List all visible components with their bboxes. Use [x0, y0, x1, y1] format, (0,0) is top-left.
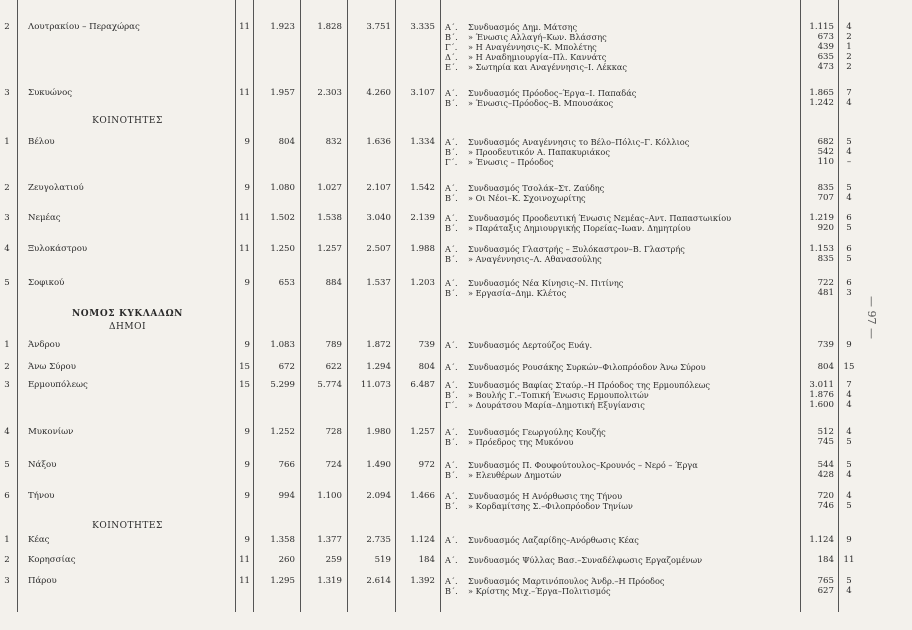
- candidate-seats: 7: [846, 380, 852, 390]
- candidate-seats: 5: [846, 137, 852, 147]
- row-index: 6: [4, 491, 10, 501]
- candidate-seats: 5: [846, 460, 852, 470]
- vote-value-2: 724: [325, 460, 342, 470]
- candidate-name: » Η Αναδημιουργία–Πλ. Καννάτς: [468, 52, 607, 62]
- row-index: 5: [4, 278, 10, 288]
- candidate-seats: 15: [843, 362, 855, 372]
- candidate-votes: 544: [817, 460, 834, 470]
- seats-count: 11: [239, 576, 250, 586]
- candidate-seats: 2: [846, 62, 852, 72]
- column-rule: [440, 0, 441, 612]
- candidate-votes: 635: [817, 52, 834, 62]
- candidate-name: » Ένωσις–Πρόοδος–Β. Μπουσάκος: [468, 98, 614, 108]
- row-index: 3: [4, 88, 10, 98]
- candidate-votes: 1.115: [809, 22, 834, 32]
- candidate-prefix: Α΄.: [445, 22, 458, 32]
- municipality-name: Ζευγολατιού: [28, 183, 84, 193]
- candidate-name: » Ένωσις – Πρόοδος: [468, 157, 554, 167]
- candidate-votes: 1.600: [809, 400, 834, 410]
- vote-value-3: 4.260: [366, 88, 391, 98]
- vote-value-1: 1.358: [270, 535, 295, 545]
- vote-value-4: 3.335: [410, 22, 435, 32]
- vote-value-4: 972: [418, 460, 435, 470]
- candidate-seats: 5: [846, 183, 852, 193]
- candidate-prefix: Γ΄.: [445, 157, 458, 167]
- vote-value-3: 2.614: [366, 576, 391, 586]
- vote-value-2: 1.257: [317, 244, 342, 254]
- column-rule: [17, 0, 18, 612]
- candidate-votes: 542: [817, 147, 834, 157]
- row-index: 2: [4, 362, 10, 372]
- vote-value-1: 260: [278, 555, 295, 565]
- candidate-seats: 4: [846, 98, 852, 108]
- seats-count: 11: [239, 244, 250, 254]
- municipality-name: Ξυλοκάστρου: [28, 244, 88, 254]
- section-heading: ΚΟΙΝΟΤΗΤΕΣ: [92, 521, 163, 531]
- candidate-seats: 6: [846, 244, 852, 254]
- candidate-votes: 473: [817, 62, 834, 72]
- candidate-name: Συνδυασμός Πρόοδος–Έργα–Ι. Παπαδάς: [468, 88, 637, 98]
- candidate-seats: 5: [846, 501, 852, 511]
- vote-value-3: 1.980: [366, 427, 391, 437]
- candidate-name: » Η Αναγέννησις–Κ. Μπολέτης: [468, 42, 597, 52]
- row-index: 3: [4, 213, 10, 223]
- section-heading: ΔΗΜΟΙ: [109, 322, 146, 332]
- candidate-prefix: Α΄.: [445, 576, 458, 586]
- municipality-name: Σοφικού: [28, 278, 65, 288]
- candidate-prefix: Γ΄.: [445, 42, 458, 52]
- candidate-prefix: Δ΄.: [445, 52, 458, 62]
- candidate-name: Συνδυασμός Ψύλλας Βασ.–Συναδέλφωσις Εργαζομένων: [468, 555, 703, 565]
- candidate-votes: 835: [817, 254, 834, 264]
- candidate-prefix: Β΄.: [445, 32, 458, 42]
- candidate-prefix: Α΄.: [445, 380, 458, 390]
- row-index: 1: [4, 137, 10, 147]
- vote-value-4: 3.107: [410, 88, 435, 98]
- candidate-votes: 1.124: [809, 535, 834, 545]
- row-index: 2: [4, 22, 10, 32]
- vote-value-2: 259: [325, 555, 342, 565]
- candidate-prefix: Β΄.: [445, 390, 458, 400]
- candidate-prefix: Α΄.: [445, 340, 458, 350]
- seats-count: 9: [244, 183, 250, 193]
- vote-value-3: 1.537: [366, 278, 391, 288]
- candidate-seats: 4: [846, 193, 852, 203]
- section-heading: ΝΟΜΟΣ ΚΥΚΛΑΔΩΝ: [71, 309, 184, 319]
- candidate-prefix: Β΄.: [445, 254, 458, 264]
- seats-count: 11: [239, 555, 250, 565]
- candidate-votes: 1.242: [809, 98, 834, 108]
- vote-value-2: 884: [325, 278, 342, 288]
- column-rule: [253, 0, 254, 612]
- candidate-seats: 9: [846, 340, 852, 350]
- candidate-name: » Παράταξις Δημιουργικής Πορείας–Ιωαν. Δημητρίου: [468, 223, 691, 233]
- vote-value-4: 1.334: [410, 137, 435, 147]
- municipality-name: Πάρου: [28, 576, 57, 586]
- candidate-prefix: Β΄.: [445, 586, 458, 596]
- seats-count: 15: [239, 380, 250, 390]
- vote-value-1: 1.923: [270, 22, 295, 32]
- vote-value-4: 1.466: [410, 491, 435, 501]
- vote-value-1: 1.295: [270, 576, 295, 586]
- candidate-seats: 4: [846, 470, 852, 480]
- candidate-votes: 720: [817, 491, 834, 501]
- candidate-prefix: Α΄.: [445, 244, 458, 254]
- vote-value-4: 1.203: [410, 278, 435, 288]
- column-rule: [800, 0, 801, 612]
- candidate-prefix: Α΄.: [445, 88, 458, 98]
- vote-value-2: 2.303: [317, 88, 342, 98]
- row-index: 3: [4, 576, 10, 586]
- candidate-prefix: Β΄.: [445, 470, 458, 480]
- vote-value-3: 1.636: [366, 137, 391, 147]
- candidate-prefix: Α΄.: [445, 491, 458, 501]
- candidate-votes: 439: [817, 42, 834, 52]
- candidate-votes: 1.219: [809, 213, 834, 223]
- vote-value-4: 1.542: [410, 183, 435, 193]
- vote-value-1: 1.250: [270, 244, 295, 254]
- vote-value-3: 1.490: [366, 460, 391, 470]
- candidate-name: » Κορδαμίτσης Σ.–Φιλοπρόοδον Τηνίων: [468, 501, 633, 511]
- vote-value-3: 3.751: [366, 22, 391, 32]
- candidate-name: Συνδυασμός Τσολάκ–Στ. Ζαύδης: [468, 183, 605, 193]
- candidate-name: » Προοδευτικόν Α. Παπακυριάκος: [468, 147, 610, 157]
- candidate-prefix: Β΄.: [445, 98, 458, 108]
- vote-value-3: 2.735: [366, 535, 391, 545]
- row-index: 4: [4, 244, 10, 254]
- vote-value-1: 804: [278, 137, 295, 147]
- candidate-prefix: Β΄.: [445, 437, 458, 447]
- candidate-votes: 682: [817, 137, 834, 147]
- candidate-prefix: Α΄.: [445, 362, 458, 372]
- candidate-name: Συνδυασμός Λαζαρίδης–Ανόρθωσις Κέας: [468, 535, 639, 545]
- candidate-votes: 835: [817, 183, 834, 193]
- candidate-votes: 765: [817, 576, 834, 586]
- candidate-prefix: Α΄.: [445, 213, 458, 223]
- candidate-prefix: Α΄.: [445, 460, 458, 470]
- seats-count: 15: [239, 362, 250, 372]
- candidate-votes: 739: [817, 340, 834, 350]
- vote-value-2: 1.100: [317, 491, 342, 501]
- candidate-votes: 746: [817, 501, 834, 511]
- row-index: 2: [4, 183, 10, 193]
- candidate-seats: 6: [846, 213, 852, 223]
- candidate-name: » Δουράτσου Μαρία–Δημοτική Εξυγίανσις: [468, 400, 645, 410]
- municipality-name: Νεμέας: [28, 213, 61, 223]
- candidate-name: » Σωτηρία και Αναγέννησις–Ι. Λέκκας: [468, 62, 627, 72]
- column-rule: [347, 0, 348, 612]
- candidate-name: Συνδυασμός Βαφίας Σταύρ.–Η Πρόοδος της Ερμουπόλεως: [468, 380, 710, 390]
- seats-count: 9: [244, 535, 250, 545]
- page-number: — 97 —: [865, 296, 878, 339]
- candidate-votes: 627: [817, 586, 834, 596]
- municipality-name: Κορησσίας: [28, 555, 76, 565]
- candidate-votes: 722: [817, 278, 834, 288]
- row-index: 3: [4, 380, 10, 390]
- seats-count: 9: [244, 137, 250, 147]
- municipality-name: Βέλου: [28, 137, 55, 147]
- municipality-name: Κέας: [28, 535, 50, 545]
- candidate-votes: 1.865: [809, 88, 834, 98]
- candidate-seats: 4: [846, 147, 852, 157]
- vote-value-2: 1.027: [317, 183, 342, 193]
- candidate-seats: 11: [843, 555, 855, 565]
- section-heading: ΚΟΙΝΟΤΗΤΕΣ: [92, 116, 163, 126]
- vote-value-2: 5.774: [317, 380, 342, 390]
- vote-value-2: 789: [325, 340, 342, 350]
- vote-value-1: 653: [278, 278, 295, 288]
- municipality-name: Νάξου: [28, 460, 57, 470]
- vote-value-2: 1.377: [317, 535, 342, 545]
- candidate-votes: 428: [817, 470, 834, 480]
- row-index: 1: [4, 535, 10, 545]
- candidate-prefix: Α΄.: [445, 278, 458, 288]
- municipality-name: Μυκονίων: [28, 427, 74, 437]
- candidate-name: » Ένωσις Αλλαγή–Κων. Βλάσσης: [468, 32, 607, 42]
- candidate-votes: 707: [817, 193, 834, 203]
- candidate-seats: 3: [846, 288, 852, 298]
- seats-count: 11: [239, 213, 250, 223]
- vote-value-4: 804: [418, 362, 435, 372]
- candidate-votes: 184: [817, 555, 834, 565]
- candidate-prefix: Β΄.: [445, 288, 458, 298]
- municipality-name: Τήνου: [28, 491, 55, 501]
- row-index: 2: [4, 555, 10, 565]
- row-index: 4: [4, 427, 10, 437]
- candidate-seats: 4: [846, 22, 852, 32]
- seats-count: 9: [244, 460, 250, 470]
- candidate-prefix: Β΄.: [445, 147, 458, 157]
- vote-value-3: 1.872: [366, 340, 391, 350]
- vote-value-2: 622: [325, 362, 342, 372]
- candidate-seats: 9: [846, 535, 852, 545]
- candidate-name: Συνδυασμός Η Ανόρθωσις της Τήνου: [468, 491, 623, 501]
- candidate-votes: 673: [817, 32, 834, 42]
- candidate-prefix: Α΄.: [445, 137, 458, 147]
- candidate-seats: 5: [846, 437, 852, 447]
- candidate-seats: 5: [846, 576, 852, 586]
- vote-value-2: 1.828: [317, 22, 342, 32]
- municipality-name: Άνδρου: [28, 340, 61, 350]
- vote-value-4: 1.988: [410, 244, 435, 254]
- municipality-name: Άνω Σύρου: [28, 362, 76, 372]
- candidate-prefix: Α΄.: [445, 183, 458, 193]
- candidate-name: » Εργασία–Δημ. Κλέτος: [468, 288, 567, 298]
- vote-value-4: 184: [418, 555, 435, 565]
- candidate-name: » Πρόεδρος της Μυκόνου: [468, 437, 574, 447]
- candidate-prefix: Α΄.: [445, 535, 458, 545]
- vote-value-1: 1.252: [270, 427, 295, 437]
- candidate-name: Συνδυασμός Π. Φουφούτουλος–Κρουνός – Νερό – Έργα: [468, 460, 698, 470]
- candidate-seats: 2: [846, 52, 852, 62]
- vote-value-1: 672: [278, 362, 295, 372]
- candidate-prefix: Α΄.: [445, 427, 458, 437]
- vote-value-4: 1.257: [410, 427, 435, 437]
- candidate-prefix: Β΄.: [445, 193, 458, 203]
- candidate-seats: 4: [846, 427, 852, 437]
- candidate-prefix: Ε΄.: [445, 62, 458, 72]
- candidate-prefix: Β΄.: [445, 223, 458, 233]
- vote-value-2: 1.319: [317, 576, 342, 586]
- candidate-name: Συνδυασμός Δερτούζος Ευάγ.: [468, 340, 593, 350]
- candidate-name: » Αναγέννησις–Λ. Αθανασούλης: [468, 254, 602, 264]
- candidate-name: Συνδυασμός Γλαστρής – Ξυλόκαστρον–Β. Γλαστρής: [468, 244, 685, 254]
- vote-value-1: 1.502: [270, 213, 295, 223]
- vote-value-2: 832: [325, 137, 342, 147]
- vote-value-4: 6.487: [410, 380, 435, 390]
- seats-count: 11: [239, 22, 250, 32]
- candidate-seats: 5: [846, 223, 852, 233]
- municipality-name: Ερμουπόλεως: [28, 380, 88, 390]
- candidate-name: Συνδυασμός Δημ. Μάτσης: [468, 22, 578, 32]
- candidate-prefix: Β΄.: [445, 501, 458, 511]
- candidate-name: Συνδυασμός Αναγέννησις το Βέλο–Πόλις–Γ. Κόλλιος: [468, 137, 690, 147]
- candidate-name: Συνδυασμός Νέα Κίνησις–Ν. Πιτίνης: [468, 278, 624, 288]
- candidate-name: Συνδυασμός Προοδευτική Ένωσις Νεμέας–Αντ. Παπαστωικίου: [468, 213, 732, 223]
- candidate-seats: 7: [846, 88, 852, 98]
- candidate-votes: 1.153: [809, 244, 834, 254]
- candidate-prefix: Γ΄.: [445, 400, 458, 410]
- vote-value-1: 1.957: [270, 88, 295, 98]
- vote-value-3: 3.040: [366, 213, 391, 223]
- candidate-name: Συνδυασμός Γεωργούλης Κουζής: [468, 427, 606, 437]
- candidate-seats: 6: [846, 278, 852, 288]
- candidate-votes: 804: [817, 362, 834, 372]
- vote-value-3: 2.107: [366, 183, 391, 193]
- column-rule: [838, 0, 839, 612]
- candidate-votes: 110: [817, 157, 834, 167]
- vote-value-2: 1.538: [317, 213, 342, 223]
- candidate-votes: 481: [817, 288, 834, 298]
- candidate-seats: 4: [846, 491, 852, 501]
- municipality-name: Λουτρακίου – Περαχώρας: [28, 22, 140, 32]
- vote-value-1: 994: [278, 491, 295, 501]
- candidate-name: » Κρίστης Μιχ.–Έργα–Πολιτισμός: [468, 586, 611, 596]
- municipality-name: Συκυώνος: [28, 88, 73, 98]
- row-index: 1: [4, 340, 10, 350]
- candidate-seats: –: [846, 157, 852, 167]
- vote-value-1: 5.299: [270, 380, 295, 390]
- candidate-votes: 3.011: [809, 380, 834, 390]
- column-rule: [300, 0, 301, 612]
- candidate-name: » Οι Νέοι–Κ. Σχοινοχωρίτης: [468, 193, 586, 203]
- vote-value-4: 1.392: [410, 576, 435, 586]
- row-index: 5: [4, 460, 10, 470]
- vote-value-3: 1.294: [366, 362, 391, 372]
- vote-value-2: 728: [325, 427, 342, 437]
- vote-value-1: 1.080: [270, 183, 295, 193]
- vote-value-4: 739: [418, 340, 435, 350]
- candidate-votes: 512: [817, 427, 834, 437]
- vote-value-3: 519: [374, 555, 391, 565]
- vote-value-1: 1.083: [270, 340, 295, 350]
- seats-count: 9: [244, 491, 250, 501]
- column-rule: [395, 0, 396, 612]
- candidate-name: Συνδυασμός Ρουσάκης Συρκών–Φιλοπρόοδον Άνω Σύρου: [468, 362, 706, 372]
- seats-count: 9: [244, 427, 250, 437]
- vote-value-4: 1.124: [410, 535, 435, 545]
- vote-value-1: 766: [278, 460, 295, 470]
- candidate-seats: 1: [846, 42, 852, 52]
- candidate-name: » Βουλής Γ.–Τοπική Ένωσις Ερμουπολιτών: [468, 390, 649, 400]
- candidate-prefix: Α΄.: [445, 555, 458, 565]
- candidate-votes: 920: [817, 223, 834, 233]
- seats-count: 11: [239, 88, 250, 98]
- candidate-votes: 1.876: [809, 390, 834, 400]
- vote-value-4: 2.139: [410, 213, 435, 223]
- candidate-seats: 2: [846, 32, 852, 42]
- seats-count: 9: [244, 340, 250, 350]
- candidate-seats: 4: [846, 586, 852, 596]
- candidate-name: Συνδυασμός Μαρτινόπουλος Άνδρ.–Η Πρόοδος: [468, 576, 665, 586]
- candidate-seats: 4: [846, 390, 852, 400]
- seats-count: 9: [244, 278, 250, 288]
- candidate-votes: 745: [817, 437, 834, 447]
- candidate-name: » Ελευθέρων Δημοτών: [468, 470, 562, 480]
- candidate-seats: 5: [846, 254, 852, 264]
- candidate-seats: 4: [846, 400, 852, 410]
- vote-value-3: 2.094: [366, 491, 391, 501]
- vote-value-3: 11.073: [360, 380, 391, 390]
- vote-value-3: 2.507: [366, 244, 391, 254]
